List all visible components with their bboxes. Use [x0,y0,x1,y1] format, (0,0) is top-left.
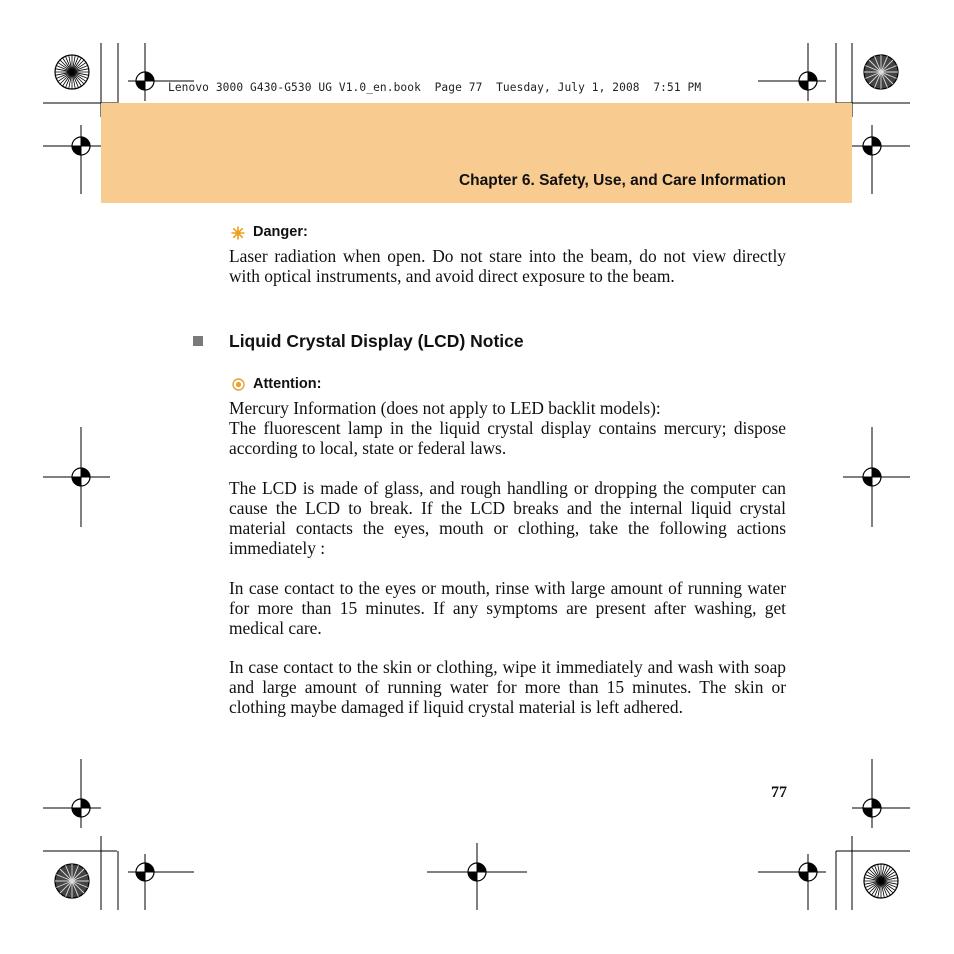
mercury-text: The fluorescent lamp in the liquid crystal display contains mercury; dispose according to local, state or federal laws. [229,418,786,458]
section-title: Liquid Crystal Display (LCD) Notice [229,331,524,351]
attention-target-icon [232,378,245,391]
danger-sun-icon [231,226,245,240]
chapter-title: Chapter 6. Safety, Use, and Care Information [458,172,786,189]
book-file-info: Lenovo 3000 G430-G530 UG V1.0_en.book Page 77 Tuesday, July 1, 2008 7:51 PM [168,81,702,94]
eyes-paragraph: In case contact to the eyes or mouth, rinse with large amount of running water for more than 15 minutes. If any symptoms are present after washing, get medical care. [229,578,786,638]
glass-paragraph: The LCD is made of glass, and rough handling or dropping the computer can cause the LCD to break. If the LCD breaks and the internal liquid crystal material contacts the eyes, mouth or clothing, take the following actions immediately : [229,478,786,558]
danger-label: Danger: [253,224,308,240]
danger-text: Laser radiation when open. Do not stare into the beam, do not view directly with optical instruments, and avoid direct exposure to the beam. [229,246,786,286]
mercury-heading: Mercury Information (does not apply to LED backlit models): [229,398,661,418]
skin-paragraph: In case contact to the skin or clothing, wipe it immediately and wash with soap and large amount of running water for more than 15 minutes. The skin or clothing maybe damaged if liquid crystal material is left adhered. [229,657,786,717]
attention-label: Attention: [253,376,322,392]
page-number: 77 [771,784,787,801]
section-bullet [193,336,203,346]
